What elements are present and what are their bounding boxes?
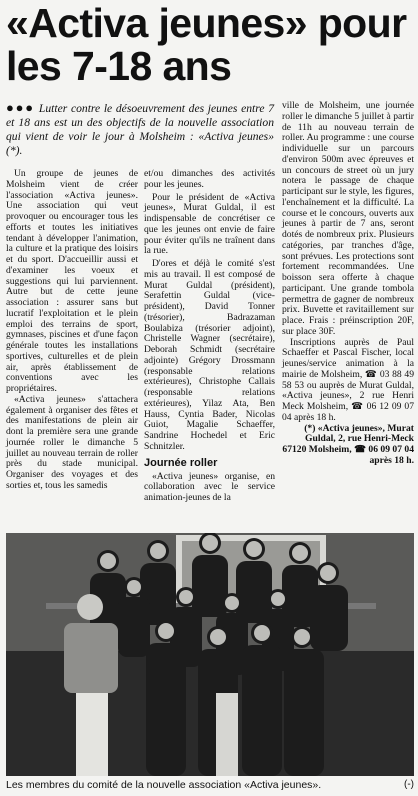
column-2 [144,169,275,504]
lead-text: Lutter contre le désoeuvrement des jeunes entre 7 et 18 ans est un des objectifs de la nouvelle association qui vient de voir le jour à Molsheim : «Activa jeunes» (*). [6,102,274,157]
headline: «Activa jeunes» pour les 7-18 ans [6,0,407,89]
photo-illustration [6,533,414,776]
col1-paragraph-2: «Activa jeunes» s'attachera également à organiser des fêtes et des manifestations de plein air dont la première sera une grande journée roller le dimanche 5 juillet au nouveau terrain de roller près du stade municipal. Organiser des voyages et des sorties et, tous les samedis [6,393,138,491]
contact-footnote: (*) «Activa jeunes», Murat Guldal, 2, rue Henri-Meck 67120 Molsheim, ☎ 06 09 07 04 après 18 h. [282,422,414,466]
col2-continuation: et/ou dimanches des activités pour les jeunes. [144,168,275,190]
lead-bullets: ●●● [6,100,35,115]
col3-paragraph-2: Inscriptions auprès de Paul Schaeffer et Pascal Fischer, local jeunes/service animation à la mairie de Molsheim, ☎ 03 88 49 58 53 ou auprès de Murat Guldal, «Activa jeunes», 2 rue Henri Meck Molsheim, ☎ 06 12 09 07 04 après 18 h. [282,336,414,423]
col3-paragraph-1: ville de Molsheim, une journée roller le dimanche 5 juillet à partir de 11h au nouveau terrain de roller. Au programme : une course individuelle sur un parcours d'environ 500m avec épreuves et un concours de street où un jury notera le passage de chaque participant sur le style, les figures, l'enchaînement et la difficulté. La course et le concours, ouverts aux jeunes à partir de 7 ans, seront dotés de nombreux prix. Plusieurs catégories, par tranches d'âge, sont prévues. Les protections sont fortement recommandées. Une boisson sera offerte à chaque participant. Une grande tombola permettra de gagner de nombreux prix. Buvette et ravitaillement sur place. Frais : préinscription 20F, sur place 30F. [282,100,414,337]
col1-paragraph-1: Un groupe de jeunes de Molsheim vient de créer l'association «Activa jeunes». Une association qui veut provoquer ou encourager tous les efforts et toutes les initiatives tendant à développer l'animation, la culture et la pratique des loisirs et du sport. D'accueillir aussi et d'examiner les voeux et suggestions qui lui parviennent. Autre but de cette jeune association : assurer sans but lucratif l'exploitation et le plein emploi des terrains de sport, gymnases, piscines et d'une façon générale toutes les installations sportives, culturelles et de plein air, après établissement de conventions avec les propriétaires. [6,168,138,394]
column-1 [6,169,138,492]
photo-caption: Les membres du comité de la nouvelle association «Activa jeunes». [6,779,322,791]
committee-photo [6,533,414,776]
subhead-journee-roller: Journée roller [144,456,218,469]
source-mark: (-) [404,779,414,790]
col2-paragraph-2: D'ores et déjà le comité s'est mis au travail. Il est composé de Murat Guldal (président), Serafettin Guldal (vice-président), David Tonner (trésorier), Badrazaman Boulabiza (trésorier adjoint), Christelle Wagner (secrétaire), Deborah Schmidt (secrétaire adjointe) Grégory Drossmann (responsable relations extérieures), Christophe Callais (responsable relations extérieures), Yilaz Ata, Ben Hauss, Cyntia Bader, Nicolas Guiot, Magalie Schaeffer, Sandrine Hochedel et Eric Schnitzler. [144,258,275,452]
column-3 [282,101,414,467]
lead-paragraph [6,101,274,158]
col2-paragraph-1: Pour le président de «Activa jeunes», Murat Guldal, il est indispensable de concrétiser ce que les jeunes ont envie de faire pour éviter qu'ils ne traînent dans la rue. [144,191,275,257]
col2-paragraph-3: «Activa jeunes» organise, en collaboration avec le service animation-jeunes de la [144,470,275,503]
